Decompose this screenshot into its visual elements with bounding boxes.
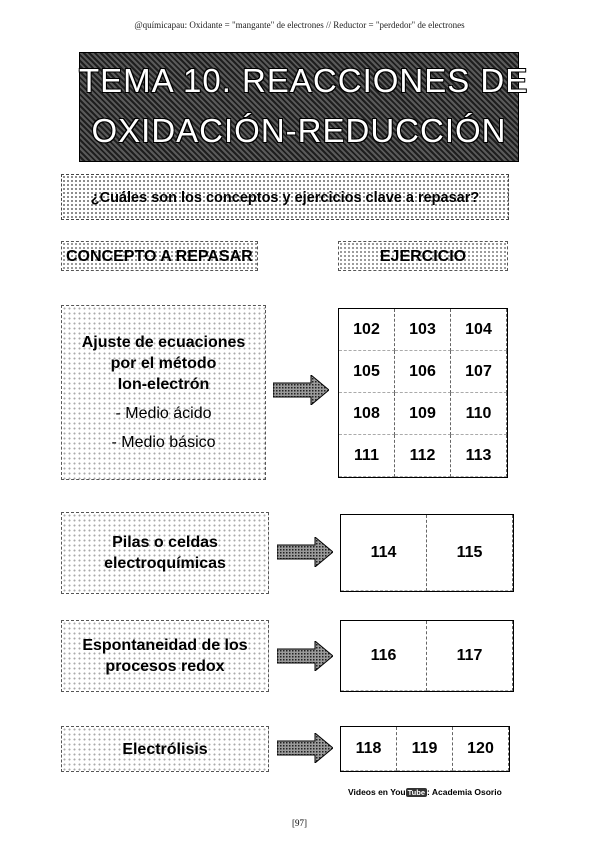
header-note: @químicapau: Oxidante = "mangante" de electrones // Reductor = "perdedor" de electrones [134, 20, 465, 30]
concept-line: Pilas o celdas [112, 534, 218, 551]
exercise-number: 114 [341, 515, 427, 591]
youtube-logo-icon: Tube [407, 788, 425, 797]
concept-box-espontaneidad [61, 620, 269, 692]
concept-line: electroquímicas [104, 555, 226, 572]
arrow-right-icon [277, 733, 333, 763]
exercise-number: 105 [339, 351, 395, 393]
youtube-credit [348, 787, 533, 797]
exercise-number: 117 [427, 621, 513, 691]
exercise-number: 118 [341, 727, 397, 771]
exercise-grid-espontaneidad [340, 620, 514, 692]
exercise-number: 119 [397, 727, 453, 771]
title-line-1: TEMA 10. REACCIONES DE [79, 62, 529, 99]
concept-box-electrolisis [61, 726, 269, 772]
exercise-number: 103 [395, 309, 451, 351]
exercise-number: 111 [339, 435, 395, 477]
exercise-number: 109 [395, 393, 451, 435]
concept-line: Electrólisis [122, 740, 208, 758]
concept-line: - Medio básico [111, 434, 216, 451]
concept-box-pilas [61, 512, 269, 594]
exercise-number: 115 [427, 515, 513, 591]
exercise-grid-ajuste [338, 308, 508, 478]
channel-name: : Academia Osorio [427, 787, 502, 797]
arrow-right-icon [273, 375, 329, 405]
exercise-number: 120 [453, 727, 509, 771]
arrow-right-icon [277, 641, 333, 671]
videos-prefix: Videos en You [348, 787, 406, 797]
subtitle: ¿Cuáles son los conceptos y ejercicios clave a repasar? [61, 174, 509, 220]
concept-box-ajuste [61, 305, 266, 480]
exercise-number: 116 [341, 621, 427, 691]
concept-line: Ion-electrón [117, 376, 210, 393]
page-number: [97] [292, 818, 307, 828]
exercise-number: 108 [339, 393, 395, 435]
exercise-number: 113 [451, 435, 507, 477]
column-header-exercise: EJERCICIO [338, 241, 508, 271]
arrow-right-icon [277, 537, 333, 567]
exercise-number: 106 [395, 351, 451, 393]
exercise-grid-pilas [340, 514, 514, 592]
concept-line: Ajuste de ecuaciones [81, 334, 246, 351]
exercise-number: 110 [451, 393, 507, 435]
concept-line: procesos redox [105, 658, 225, 675]
exercise-number: 102 [339, 309, 395, 351]
exercise-grid-electrolisis [340, 726, 510, 772]
concept-line: por el método [110, 355, 217, 372]
concept-line: - Medio ácido [115, 405, 212, 422]
exercise-number: 112 [395, 435, 451, 477]
exercise-number: 104 [451, 309, 507, 351]
title-line-2: OXIDACIÓN-REDUCCIÓN [91, 112, 507, 149]
exercise-number: 107 [451, 351, 507, 393]
concept-line: Espontaneidad de los [82, 637, 248, 654]
column-header-concept: CONCEPTO A REPASAR [61, 241, 258, 271]
